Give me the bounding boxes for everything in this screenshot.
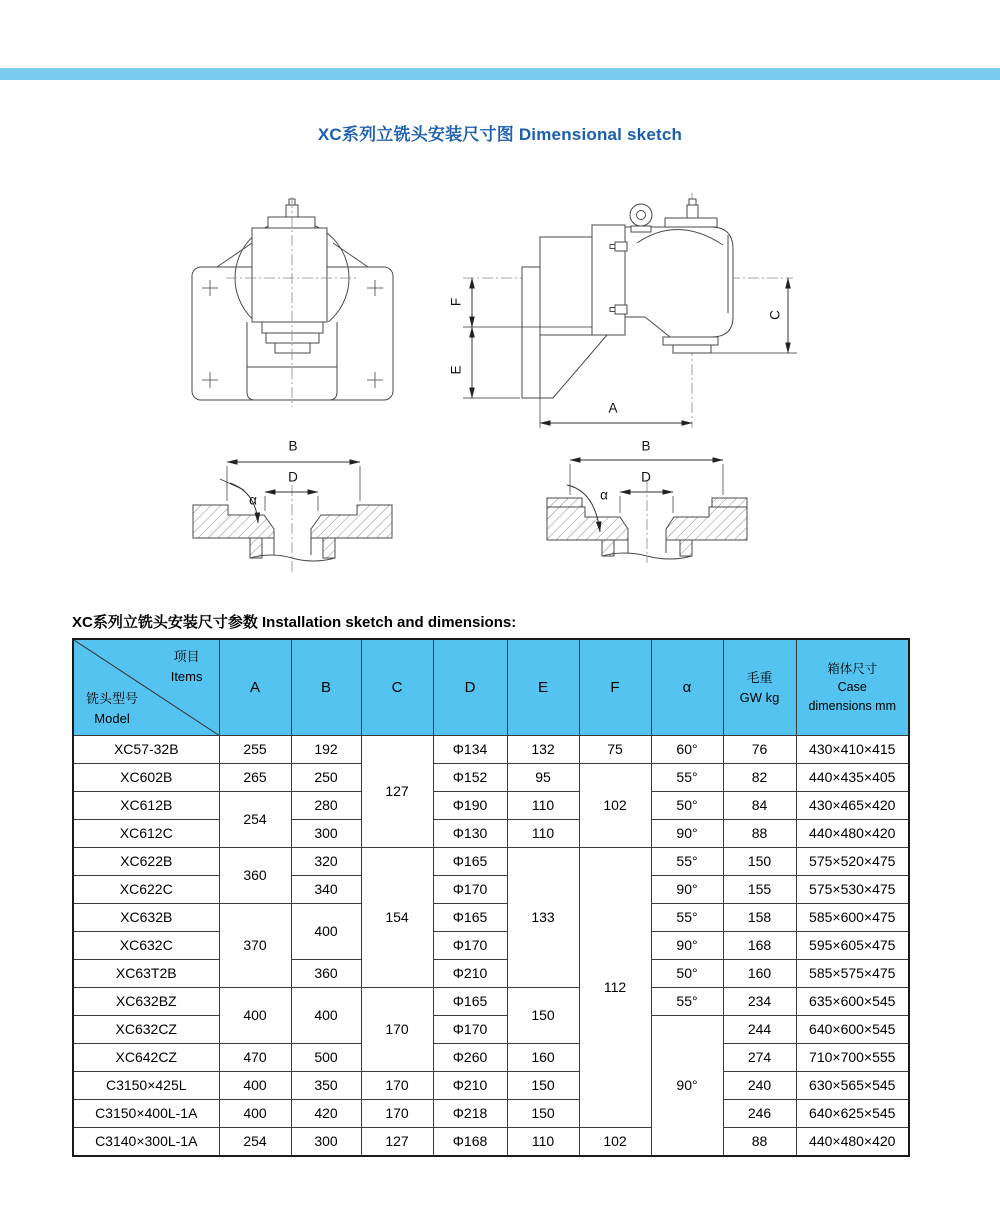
cell-e: 150 [507,1100,579,1128]
dim-label-F: F [448,297,464,307]
cell-d: Φ190 [433,792,507,820]
cell-a: 470 [219,1044,291,1072]
table-row [73,1072,909,1100]
dim-label-E: E [448,365,464,375]
header-col-gw: 毛重 GW kg [723,639,796,736]
cell-model: XC602B [73,764,219,792]
table-row [73,848,909,876]
cell-gw: 158 [723,904,796,932]
header-col-case: 箱体尺寸 Case dimensions mm [796,639,909,736]
cell-d: Φ152 [433,764,507,792]
cell-a-merged: 360 [219,848,291,904]
dim-label-A: A [608,400,618,416]
cell-c: 170 [361,1100,433,1128]
cell-alpha: 60° [651,736,723,764]
cell-a-merged: 400 [219,988,291,1044]
cell-case: 640×625×545 [796,1100,909,1128]
dim-label-C: C [767,310,783,320]
cell-gw: 274 [723,1044,796,1072]
cell-c: 170 [361,1072,433,1100]
cell-b: 350 [291,1072,361,1100]
table-row [73,904,909,932]
cell-b: 300 [291,820,361,848]
cell-d: Φ210 [433,960,507,988]
cell-case: 585×575×475 [796,960,909,988]
cell-model: C3150×400L-1A [73,1100,219,1128]
cell-b: 500 [291,1044,361,1072]
cell-d: Φ260 [433,1044,507,1072]
front-view-drawing [180,195,410,410]
dim-label-alpha-right: α [600,487,608,503]
cell-b: 360 [291,960,361,988]
cell-f-merged: 112 [579,848,651,1128]
cell-gw: 168 [723,932,796,960]
page-title: XC系列立铣头安装尺寸图 Dimensional sketch [317,125,683,144]
cell-model: XC632B [73,904,219,932]
header-col-e: E [507,639,579,736]
cell-model: C3140×300L-1A [73,1128,219,1157]
cell-c-merged: 170 [361,988,433,1072]
cell-case: 440×435×405 [796,764,909,792]
cell-c-merged: 127 [361,736,433,848]
cell-a: 400 [219,1100,291,1128]
header-accent-bar [0,68,1000,80]
cell-gw: 244 [723,1016,796,1044]
cell-gw: 76 [723,736,796,764]
header-col-f: F [579,639,651,736]
cell-model: C3150×425L [73,1072,219,1100]
cell-d: Φ210 [433,1072,507,1100]
cell-alpha: 55° [651,988,723,1016]
cell-case: 585×600×475 [796,904,909,932]
cell-e: 150 [507,1072,579,1100]
cell-a: 265 [219,764,291,792]
dim-label-alpha-left: α [249,492,257,508]
header-col-alpha: α [651,639,723,736]
cell-case: 440×480×420 [796,1128,909,1157]
table-row [73,932,909,960]
cell-e-merged: 150 [507,988,579,1044]
cell-case: 710×700×555 [796,1044,909,1072]
cell-gw: 240 [723,1072,796,1100]
side-view-drawing [445,185,815,437]
table-row [73,764,909,792]
cell-b: 250 [291,764,361,792]
cell-b: 420 [291,1100,361,1128]
cell-model: XC632CZ [73,1016,219,1044]
cell-a-merged: 370 [219,904,291,988]
cell-alpha: 50° [651,960,723,988]
table-row [73,960,909,988]
cell-case: 575×520×475 [796,848,909,876]
table-row [73,792,909,820]
cell-gw: 150 [723,848,796,876]
cell-gw: 88 [723,1128,796,1157]
header-col-c: C [361,639,433,736]
cell-c-merged: 154 [361,848,433,988]
cell-gw: 160 [723,960,796,988]
cell-alpha: 55° [651,764,723,792]
cell-e: 132 [507,736,579,764]
cell-d: Φ170 [433,932,507,960]
cell-case: 430×410×415 [796,736,909,764]
cell-e: 110 [507,820,579,848]
cell-case: 595×605×475 [796,932,909,960]
table-row [73,1128,909,1157]
table-row [73,876,909,904]
cell-e: 110 [507,1128,579,1157]
cell-alpha: 90° [651,932,723,960]
table-row [73,988,909,1016]
cell-gw: 88 [723,820,796,848]
cell-gw: 82 [723,764,796,792]
corner-model-label: 铣头型号 Model [86,690,139,726]
cell-model: XC612B [73,792,219,820]
cell-d: Φ170 [433,876,507,904]
cell-b: 280 [291,792,361,820]
cell-case: 635×600×545 [796,988,909,1016]
header-col-a: A [219,639,291,736]
table-row [73,1100,909,1128]
cell-a-merged: 254 [219,792,291,848]
table-row [73,820,909,848]
table-row [73,1016,909,1044]
corner-items-label: 项目 Items [170,649,203,685]
cell-d: Φ165 [433,988,507,1016]
cell-gw: 234 [723,988,796,1016]
cell-model: XC622B [73,848,219,876]
cell-gw: 84 [723,792,796,820]
cell-e: 95 [507,764,579,792]
cell-a: 255 [219,736,291,764]
cell-alpha: 55° [651,904,723,932]
dimensions-table [72,638,910,1157]
cell-gw: 155 [723,876,796,904]
cell-model: XC57-32B [73,736,219,764]
cell-c: 127 [361,1128,433,1157]
cell-b: 320 [291,848,361,876]
cell-case: 440×480×420 [796,820,909,848]
cell-model: XC642CZ [73,1044,219,1072]
cell-a: 400 [219,1072,291,1100]
cell-d: Φ165 [433,904,507,932]
table-row [73,1044,909,1072]
cell-b: 300 [291,1128,361,1157]
header-row [73,639,909,736]
cell-case: 430×465×420 [796,792,909,820]
cell-b: 340 [291,876,361,904]
cell-d: Φ130 [433,820,507,848]
cell-gw: 246 [723,1100,796,1128]
header-corner-cell [73,639,219,736]
cell-alpha: 50° [651,792,723,820]
cell-d: Φ170 [433,1016,507,1044]
section-view-right [540,437,770,567]
section-view-left [180,437,410,582]
cell-alpha: 90° [651,876,723,904]
cell-e: 160 [507,1044,579,1072]
dim-label-D-right: D [641,469,651,485]
cell-d: Φ168 [433,1128,507,1157]
cell-b-merged: 400 [291,904,361,960]
cell-e: 110 [507,792,579,820]
cell-a: 254 [219,1128,291,1157]
cell-d: Φ165 [433,848,507,876]
cell-model: XC612C [73,820,219,848]
cell-f: 75 [579,736,651,764]
cell-b: 192 [291,736,361,764]
cell-model: XC63T2B [73,960,219,988]
cell-f: 102 [579,1128,651,1157]
cell-e-merged: 133 [507,848,579,988]
cell-alpha: 55° [651,848,723,876]
cell-d: Φ134 [433,736,507,764]
cell-model: XC632C [73,932,219,960]
dim-label-D-left: D [288,469,298,485]
cell-d: Φ218 [433,1100,507,1128]
header-col-b: B [291,639,361,736]
table-caption: XC系列立铣头安装尺寸参数 Installation sketch and dimensions: [72,614,517,631]
dim-label-B-right: B [641,438,651,454]
cell-case: 630×565×545 [796,1072,909,1100]
cell-b-merged: 400 [291,988,361,1044]
cell-f-merged: 102 [579,764,651,848]
dim-label-B-left: B [288,438,298,454]
table-row [73,736,909,764]
header-col-d: D [433,639,507,736]
cell-case: 640×600×545 [796,1016,909,1044]
cell-model: XC632BZ [73,988,219,1016]
cell-model: XC622C [73,876,219,904]
cell-case: 575×530×475 [796,876,909,904]
cell-alpha-merged: 90° [651,1016,723,1157]
cell-alpha: 90° [651,820,723,848]
